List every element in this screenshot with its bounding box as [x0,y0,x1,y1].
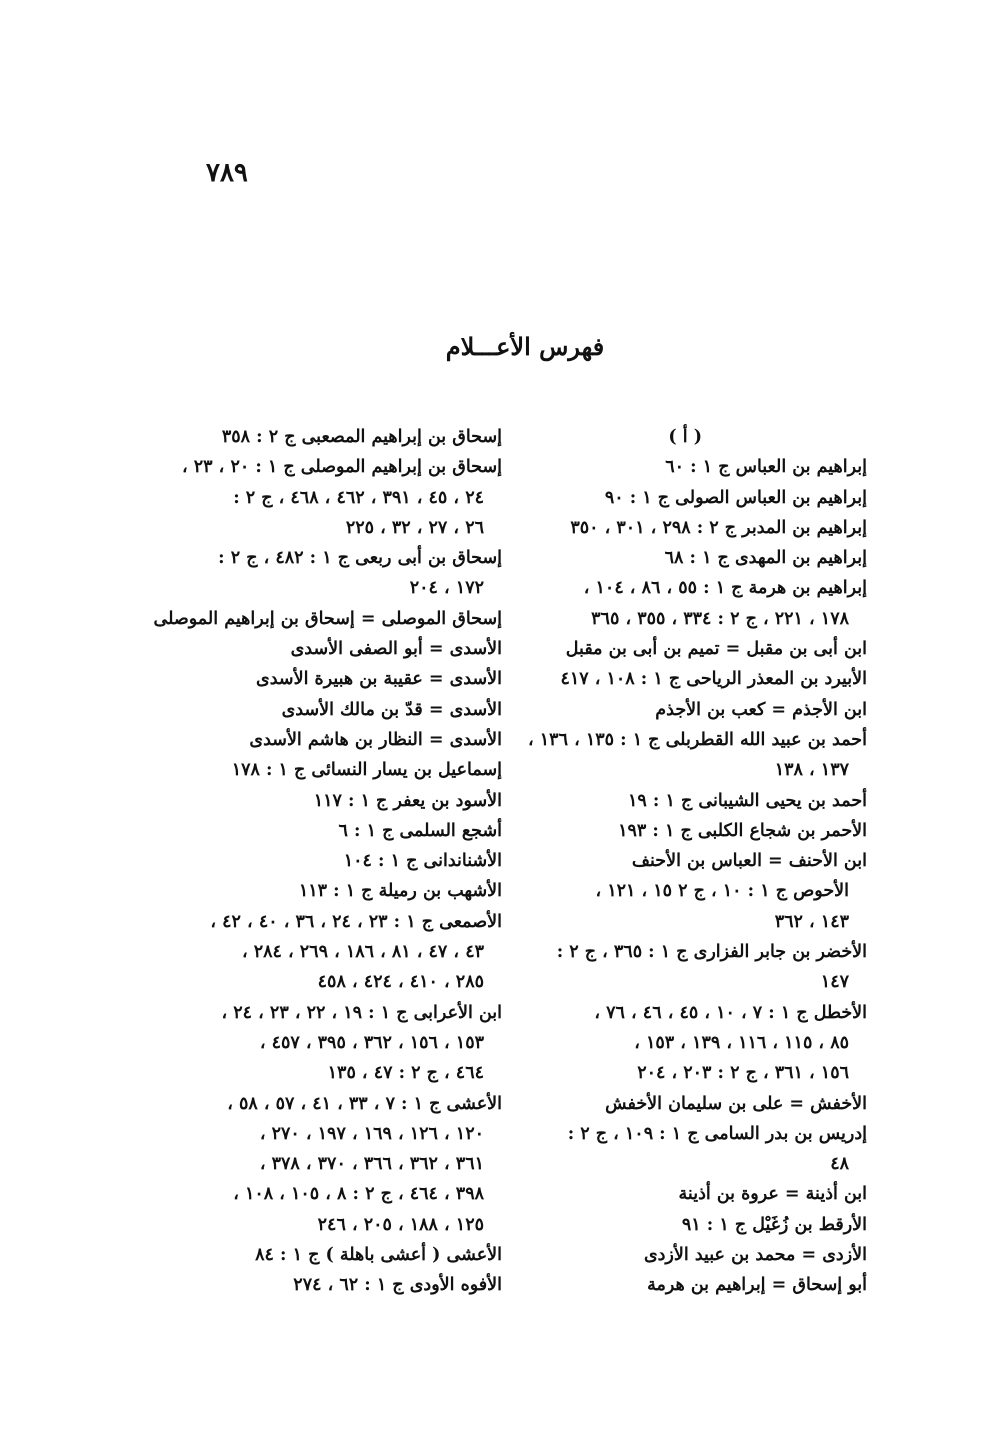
index-entry-continuation: ٢٨٥ ، ٤١٠ ، ٤٢٤ ، ٤٥٨ [317,972,484,993]
index-entry-continuation: ٣٩٨ ، ٤٦٤ ، ج ٢ : ٨ ، ١٠٥ ، ١٠٨ ، [233,1184,484,1205]
letter-heading: ( أ ) [668,427,702,447]
index-entry: إبراهيم بن المهدى ج ١ : ٦٨ [664,548,867,569]
index-entry: الأسدى = أبو الصفى الأسدى [290,639,502,660]
index-entry: الأعشى ج ١ : ٧ ، ٣٣ ، ٤١ ، ٥٧ ، ٥٨ ، [227,1093,502,1114]
index-entry: الأخطل ج ١ : ٧ ، ١٠ ، ٤٥ ، ٤٦ ، ٧٦ ، [594,1002,867,1023]
index-entry-continuation: ١٧٢ ، ٢٠٤ [409,578,484,599]
index-entry-continuation: ٤٦٤ ، ج ٢ : ٤٧ ، ١٣٥ [327,1063,484,1084]
index-entry: ابن الأحنف = العباس بن الأحنف [631,851,867,872]
index-entry: إدريس بن بدر السامى ج ١ : ١٠٩ ، ج ٢ : [567,1123,867,1144]
index-entry: الأحمر بن شجاع الكلبى ج ١ : ١٩٣ [618,820,867,841]
index-entry: ابن الأعرابى ج ١ : ١٩ ، ٢٢ ، ٢٣ ، ٢٤ ، [221,1002,502,1023]
index-entry-continuation: ٤٨ [830,1154,849,1175]
index-entry: الأشهب بن رميلة ج ١ : ١١٣ [298,881,502,902]
index-entry: الأخضر بن جابر الفزارى ج ١ : ٣٦٥ ، ج ٢ : [556,942,867,963]
index-entry: إسحاق بن إبراهيم الموصلى ج ١ : ٢٠ ، ٢٣ ، [182,457,502,478]
index-entry: الأزدى = محمد بن عبيد الأزدى [643,1245,867,1266]
page-number: ٧٨٩ [206,158,248,188]
index-entry-continuation: ١٤٣ ، ٣٦٢ [774,911,849,932]
index-entry: الأصمعى ج ١ : ٢٣ ، ٢٤ ، ٣٦ ، ٤٠ ، ٤٢ ، [210,911,502,932]
index-entry-continuation: الأحوص ج ١ : ١٠ ، ج ٢ ١٥ ، ١٢١ ، [595,881,849,902]
page-title: فهرس الأعـــلام [445,332,605,361]
index-entry: الأرقط بن زُغَيْل ج ١ : ٩١ [681,1214,867,1235]
index-entry: إسحاق بن أبى ربعى ج ١ : ٤٨٢ ، ج ٢ : [218,548,502,569]
index-entry-continuation: ١٣٧ ، ١٣٨ [774,760,849,781]
index-column-left [140,422,502,1301]
index-entry: الأسدى = قدّ بن مالك الأسدى [281,699,502,720]
index-entry-continuation: ٣٦١ ، ٣٦٢ ، ٣٦٦ ، ٣٧٠ ، ٣٧٨ ، [259,1154,484,1175]
index-entry: الأسدى = النظار بن هاشم الأسدى [249,729,502,750]
index-entry: إبراهيم بن العباس ج ١ : ٦٠ [665,457,867,478]
index-entry-continuation: ١٥٦ ، ٣٦١ ، ج ٢ : ٢٠٣ ، ٢٠٤ [637,1063,849,1084]
index-entry-continuation: ١٢٥ ، ١٨٨ ، ٢٠٥ ، ٢٤٦ [317,1214,484,1235]
index-entry: الأخفش = على بن سليمان الأخفش [605,1093,867,1114]
index-entry: ابن أذينة = عروة بن أذينة [678,1184,867,1205]
index-entry: إسماعيل بن يسار النسائى ج ١ : ١٧٨ [231,760,502,781]
index-column-right [520,422,867,1301]
index-entry: ابن أبى بن مقبل = تميم بن أبى بن مقبل [565,639,867,660]
index-entry: إسحاق بن إبراهيم المصعبى ج ٢ : ٣٥٨ [221,427,502,447]
index-entry: إسحاق الموصلى = إسحاق بن إبراهيم الموصلى [153,608,502,629]
index-entry: الأشناندانى ج ١ : ١٠٤ [343,851,502,872]
index-entry: الأسود بن يعفر ج ١ : ١١٧ [313,790,502,811]
index-entry: الأسدى = عقيبة بن هبيرة الأسدى [256,669,502,690]
index-entry-continuation: ٨٥ ، ١١٥ ، ١١٦ ، ١٣٩ ، ١٥٣ ، [634,1032,849,1053]
index-entry-continuation: ١٧٨ ، ٢٢١ ، ج ٢ : ٣٣٤ ، ٣٥٥ ، ٣٦٥ [591,608,849,629]
index-entry: إبراهيم بن هرمة ج ١ : ٥٥ ، ٨٦ ، ١٠٤ ، [583,578,867,599]
index-entry: إبراهيم بن المدبر ج ٢ : ٢٩٨ ، ٣٠١ ، ٣٥٠ [570,517,867,538]
index-entry-continuation: ١٤٧ [820,972,849,993]
index-entry: ابن الأجذم = كعب بن الأجذم [655,699,867,720]
index-entry-continuation: ٢٤ ، ٤٥ ، ٣٩١ ، ٤٦٢ ، ٤٦٨ ، ج ٢ : [233,487,484,508]
index-entry: إبراهيم بن العباس الصولى ج ١ : ٩٠ [604,487,867,508]
index-entry: الأفوه الأودى ج ١ : ٦٢ ، ٢٧٤ [293,1275,502,1296]
index-entry: أحمد بن يحيى الشيبانى ج ١ : ١٩ [628,790,867,811]
index-entry-continuation: ٤٣ ، ٤٧ ، ٨١ ، ١٨٦ ، ٢٦٩ ، ٢٨٤ ، [241,942,484,963]
index-entry-continuation: ١٢٠ ، ١٢٦ ، ١٦٩ ، ١٩٧ ، ٢٧٠ ، [259,1123,484,1144]
index-entry: أشجع السلمى ج ١ : ٦ [338,820,502,841]
index-entry: أحمد بن عبيد الله القطربلى ج ١ : ١٣٥ ، ١٣٦ ، [528,729,867,750]
index-entry-continuation: ٢٦ ، ٢٧ ، ٣٢ ، ٢٢٥ [345,517,484,538]
index-entry: أبو إسحاق = إبراهيم بن هرمة [647,1275,867,1296]
index-entry: الأبيرد بن المعذر الرياحى ج ١ : ١٠٨ ، ٤١٧ [560,669,867,690]
index-entry-continuation: ١٥٣ ، ١٥٦ ، ٣٦٢ ، ٣٩٥ ، ٤٥٧ ، [259,1032,484,1053]
index-entry: الأعشى ( أعشى باهلة ) ج ١ : ٨٤ [255,1245,502,1266]
